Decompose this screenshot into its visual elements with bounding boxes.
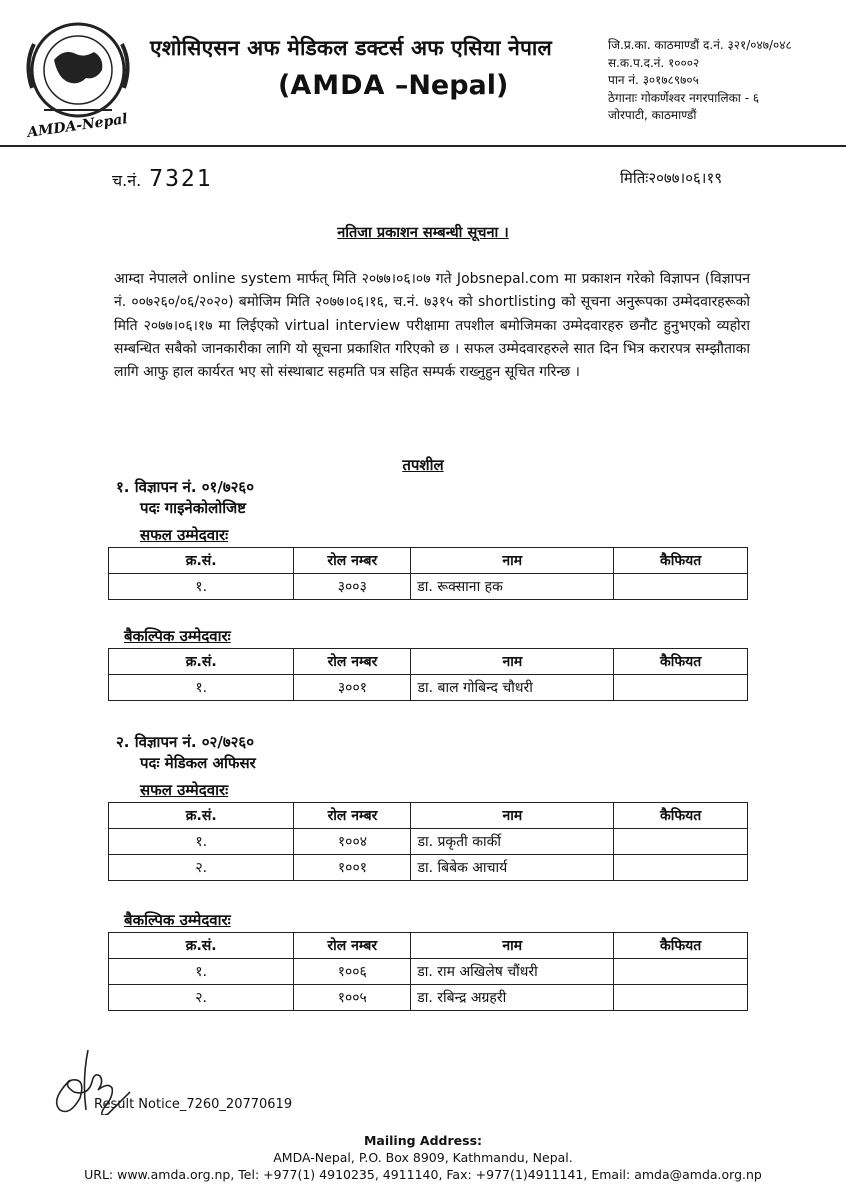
table-row [109,855,748,881]
table-header-row [109,548,748,574]
group-label: सफल उम्मेदवारः [140,781,229,799]
reference-label: च.नं. [112,171,142,190]
cell-roll: १००६ [294,959,411,985]
header-sn: क्र.सं. [109,803,294,829]
header-roll: रोल नम्बर [294,649,411,675]
header-roll: रोल नम्बर [294,803,411,829]
contact-details: URL: www.amda.org.np, Tel: +977(1) 4910235, 4911140, Fax: +977(1)4911141, Email: amda@amda.org.np [84,1167,762,1182]
header-name: नाम [411,649,614,675]
cell-remarks [614,855,748,881]
reference-number [112,166,213,192]
org-name-open: ( [278,70,291,101]
cell-name: डा. प्रकृती कार्की [411,829,614,855]
cell-remarks [614,959,748,985]
cell-sn: २. [109,855,294,881]
org-name-nepali: एशोसिएसन अफ मेडिकल डक्टर्स अफ एसिया नेपाल [150,36,552,60]
group-label: सफल उम्मेदवारः [140,526,229,544]
cell-name: डा. राम अखिलेष चौंधरी [411,959,614,985]
header-name: नाम [411,548,614,574]
table-row [109,829,748,855]
cell-roll: ३००१ [294,675,411,701]
logo-text: AMDA-Nepal [26,111,129,141]
group-label: बैकल्पिक उम्मेदवारः [124,911,231,929]
section-heading: २. विज्ञापन नं. ०२/७२६० [116,733,255,751]
header-remarks: कैफियत [614,649,748,675]
notice-body: आम्दा नेपालले online system मार्फत् मिति २०७७।०६।०७ गते Jobsnepal.com मा प्रकाशन गरेको विज्ञापन (विज्ञापन नं. ००७२६०/०६/२०२०) बमोजिम मिति २०७७।०६।१६, च.नं. ७३१५ को shortlisting को सूचना अनुरूपका उम्मेदवारहरूको मिति २०७७।०६।१७ मा लिईएको virtual interview परीक्षामा तपशील बमोजिमका उम्मेदवारहरु छनौट हुनुभएको व्यहोरा सम्बन्धित सबैको जानकारीका लागि यो सूचना प्रकाशित गरिएको छ । सफल उम्मेदवारहरुले सात दिन भित्र करारपत्र सम्झौताका लागि आफु हाल कार्यरत भए सो संस्थाबाट सहमति पत्र सहित सम्पर्क राख्नुहुन सूचित गरिन्छ । [114,271,750,381]
cell-remarks [614,985,748,1011]
section-post: पदः गाइनेकोलोजिष्ट [140,499,246,517]
cell-sn: १. [109,829,294,855]
mailing-address: AMDA-Nepal, P.O. Box 8909, Kathmandu, Nepal. [273,1150,573,1165]
header-sn: क्र.सं. [109,933,294,959]
table-header-row [109,649,748,675]
registration-line: जि.प्र.का. काठमाण्डौं द.नं. ३२१/०४७/०४८ [608,38,792,52]
mailing-heading: Mailing Address: [363,1133,483,1148]
cell-sn: १. [109,959,294,985]
cell-roll: ३००३ [294,574,411,600]
notice-date: मितिः२०७७।०६।१९ [620,169,723,187]
registration-details [608,37,792,125]
section-post: पदः मेडिकल अफिसर [140,754,256,772]
cell-name: डा. रबिन्द्र अग्रहरी [411,985,614,1011]
org-name-english [278,70,508,101]
cell-name: डा. बाल गोबिन्द चौधरी [411,675,614,701]
candidate-table [108,932,748,1011]
amda-logo [14,14,142,142]
cell-remarks [614,829,748,855]
cell-sn: २. [109,985,294,1011]
cell-roll: १००१ [294,855,411,881]
registration-line: स.क.प.द.नं. १०००२ [608,55,700,70]
org-name-amda: AMDA [290,70,386,101]
table-header-row [109,933,748,959]
registration-line: जोरपाटी, काठमाण्डौं [608,108,697,122]
cell-sn: १. [109,574,294,600]
cell-sn: १. [109,675,294,701]
header-remarks: कैफियत [614,803,748,829]
header-sn: क्र.सं. [109,548,294,574]
cell-roll: १००४ [294,829,411,855]
candidate-table [108,648,748,701]
table-row [109,675,748,701]
details-heading: तपशील [402,456,444,474]
org-name-rest: –Nepal) [385,70,509,101]
registration-line: पान नं. ३०१७८९७०५ [608,73,699,87]
cell-remarks [614,675,748,701]
candidate-table [108,802,748,881]
header-name: नाम [411,933,614,959]
registration-line: ठेगानाः गोकर्णेश्वर नगरपालिका - ६ [608,90,760,105]
section-heading: १. विज्ञापन नं. ०१/७२६० [116,478,255,496]
header-name: नाम [411,803,614,829]
header-divider [0,145,846,147]
header-sn: क्र.सं. [109,649,294,675]
header-roll: रोल नम्बर [294,933,411,959]
reference-value: 7321 [149,166,213,192]
candidate-table [108,547,748,600]
notice-title: नतिजा प्रकाशन सम्बन्धी सूचना । [337,225,509,241]
table-row [109,985,748,1011]
table-header-row [109,803,748,829]
cell-name: डा. रूक्साना हक [411,574,614,600]
header-remarks: कैफियत [614,933,748,959]
cell-remarks [614,574,748,600]
cell-name: डा. बिबेक आचार्य [411,855,614,881]
header-roll: रोल नम्बर [294,548,411,574]
table-row [109,959,748,985]
cell-roll: १००५ [294,985,411,1011]
file-reference: Result Notice_7260_20770619 [94,1097,293,1112]
header-remarks: कैफियत [614,548,748,574]
group-label: बैकल्पिक उम्मेदवारः [124,627,231,645]
table-row [109,574,748,600]
